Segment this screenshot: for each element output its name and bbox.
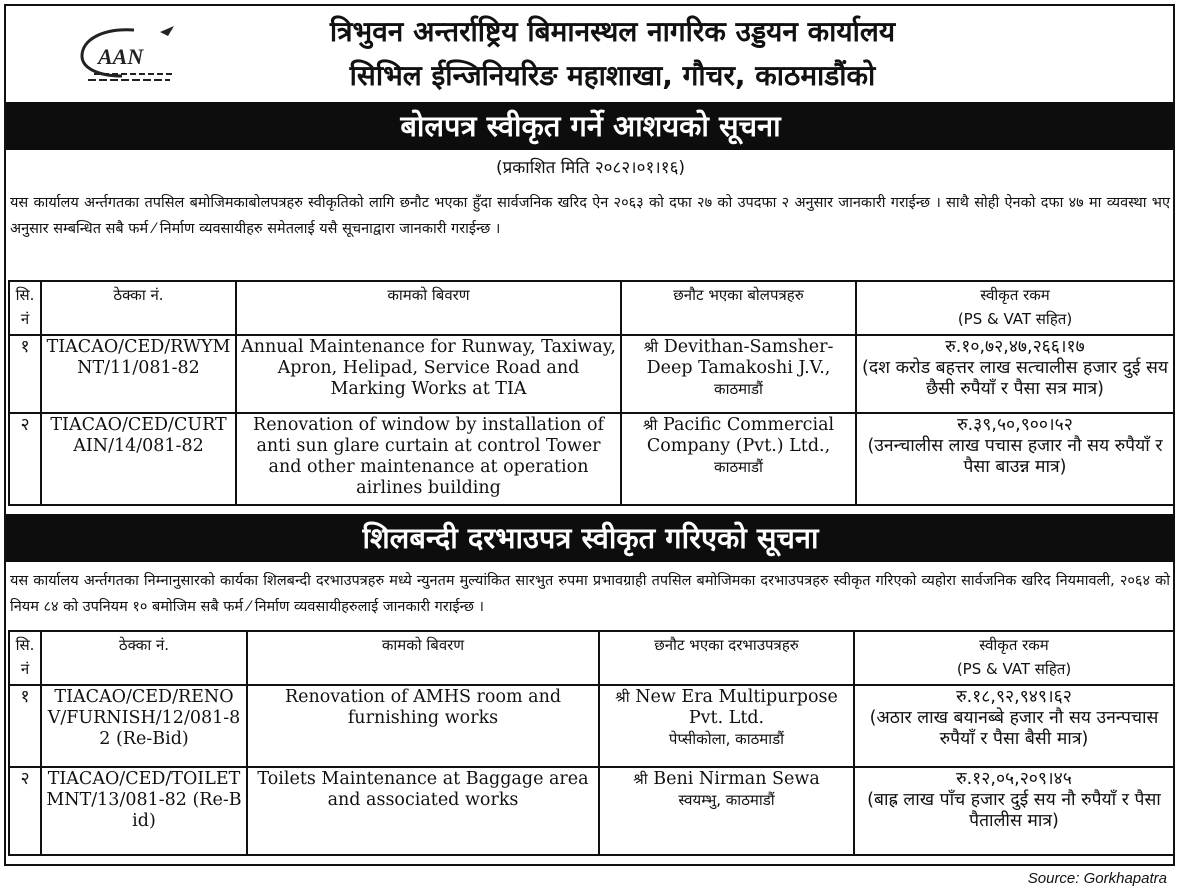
- bidder-cell: [599, 685, 854, 767]
- header-description: कामको बिवरण: [247, 631, 599, 685]
- published-date: (प्रकाशित मिति २०८२।०१।१६): [495, 158, 686, 178]
- amount-subheading: (PS & VAT सहित): [957, 310, 1073, 328]
- caan-logo-icon: [74, 22, 182, 86]
- row-sn: १: [9, 335, 41, 413]
- work-description: Renovation of AMHS room and furnishing works: [247, 685, 599, 767]
- header-bidder: छनौट भएका दरभाउपत्रहरु: [599, 631, 854, 685]
- bidder-prefix: श्री: [615, 688, 630, 706]
- bidder-prefix: श्री: [633, 770, 648, 788]
- bidder-city: पेप्सीकोला, काठमाडौं: [668, 730, 785, 748]
- approved-amount: रु.३९,५०,९००।५२: [957, 415, 1073, 435]
- bidder-name: Pacific Commercial Company (Pvt.) Ltd.,: [646, 415, 835, 456]
- notice1-table: [8, 280, 1175, 506]
- amount-in-words: (उनन्चालीस लाख पचास हजार नौ सय रुपैयाँ र पैसा बाउन्न मात्र): [867, 436, 1163, 477]
- header-amount: [856, 281, 1174, 335]
- work-description: Renovation of window by installation of anti sun glare curtain at control Tower and other maintenance at operation airlines building: [236, 413, 621, 505]
- bidder-cell: [621, 413, 856, 505]
- amount-heading: स्वीकृत रकम: [980, 286, 1050, 304]
- header-contract: ठेक्का नं.: [41, 281, 236, 335]
- table-row: [9, 335, 1174, 413]
- amount-in-words: (बाह्र लाख पाँच हजार दुई सय नौ रुपैयाँ र पैसा पैतालीस मात्र): [867, 790, 1161, 831]
- row-sn: २: [9, 413, 41, 505]
- work-description: Toilets Maintenance at Baggage area and associated works: [247, 767, 599, 855]
- work-description: Annual Maintenance for Runway, Taxiway, Apron, Helipad, Service Road and Marking Works at TIA: [236, 335, 621, 413]
- bidder-city: काठमाडौं: [714, 380, 763, 398]
- bidder-name: Beni Nirman Sewa: [653, 769, 820, 789]
- contract-number: TIACAO/CED/TOILETMNT/13/081-82 (Re-Bid): [41, 767, 247, 855]
- amount-cell: [854, 767, 1174, 855]
- header-sn: सि. नं: [9, 281, 41, 335]
- bidder-name: New Era Multipurpose Pvt. Ltd.: [635, 687, 838, 728]
- amount-in-words: (दश करोड बहत्तर लाख सत्चालीस हजार दुई सय छैसी रुपैयाँ र पैसा सत्र मात्र): [862, 358, 1168, 399]
- approved-amount: रु.१८,९२,९४९।६२: [956, 687, 1072, 707]
- contract-number: TIACAO/CED/RWYMNT/11/081-82: [41, 335, 236, 413]
- bidder-cell: [599, 767, 854, 855]
- table-row: [9, 767, 1174, 855]
- notice2-table: [8, 630, 1175, 856]
- table-header-row: [9, 631, 1174, 685]
- amount-cell: [854, 685, 1174, 767]
- bidder-city: काठमाडौं: [714, 458, 763, 476]
- bidder-prefix: श्री: [643, 338, 659, 356]
- amount-in-words: (अठार लाख बयानब्बे हजार नौ सय उनन्पचास रुपैयाँ र पैसा बैसी मात्र): [869, 708, 1159, 749]
- approved-amount: रु.१२,०५,२०९।४५: [956, 769, 1072, 789]
- table-row: [9, 685, 1174, 767]
- bidder-name: Devithan-Samsher-Deep Tamakoshi J.V.,: [646, 337, 834, 378]
- table-header-row: [9, 281, 1174, 335]
- notice2-body: यस कार्यालय अर्न्तगतका निम्नानुसारको कार्यका शिलबन्दी दरभाउपत्रहरु मध्ये न्युनतम मुल्यांकित सारभुत रुपमा प्रभावग्राही तपसिल बमोजिमका दरभाउपत्रहरु स्वीकृत गरिएको व्यहोरा सार्वजनिक खरिद नियमावली, २०६४ को नियम ८४ को उपनियम १० बमोजिम सबै फर्म ⁄ निर्माण व्यवसायीहरुलाई जानकारी गराईन्छ ।: [10, 573, 1170, 615]
- svg-text:AAN: AAN: [98, 44, 144, 69]
- amount-cell: [856, 335, 1174, 413]
- contract-number: TIACAO/CED/RENOV/FURNISH/12/081-82 (Re-Bid): [41, 685, 247, 767]
- header-description: कामको बिवरण: [236, 281, 621, 335]
- header-contract: ठेक्का नं.: [41, 631, 247, 685]
- header-bidder: छनौट भएका बोलपत्रहरु: [621, 281, 856, 335]
- amount-heading: स्वीकृत रकम: [979, 636, 1049, 654]
- row-sn: २: [9, 767, 41, 855]
- division-title: सिभिल ईन्जिनियरिङ महाशाखा, गौचर, काठमाडौंको: [349, 59, 876, 92]
- bidder-prefix: श्री: [642, 416, 658, 434]
- notice1-body: यस कार्यालय अर्न्तगतका तपसिल बमोजिमकाबोलपत्रहरु स्वीकृतिको लागि छनौट भएका हुँदा सार्वजनिक खरिद ऐन २०६३ को दफा २७ को उपदफा २ अनुसार जानकारी गराईन्छ । साथै सोही ऐनको दफा ४७ मा व्यवस्था भए अनुसार सम्बन्धित सबै फर्म ⁄ निर्माण व्यवसायीहरु समेतलाई यसै सूचनाद्वारा जानकारी गराईन्छ ।: [10, 195, 1170, 237]
- approved-amount: रु.१०,७२,४७,२६६।१७: [945, 337, 1085, 357]
- source-credit: Source: Gorkhapatra: [1027, 870, 1167, 887]
- amount-subheading: (PS & VAT सहित): [956, 660, 1072, 678]
- bidder-city: स्वयम्भु, काठमाडौं: [678, 791, 775, 809]
- office-title: त्रिभुवन अन्तर्राष्ट्रिय बिमानस्थल नागरिक उड्डयन कार्यालय: [329, 15, 896, 48]
- header-sn: सि. नं: [9, 631, 41, 685]
- table-row: [9, 413, 1174, 505]
- notice1-banner: बोलपत्र स्वीकृत गर्ने आशयको सूचना: [6, 102, 1175, 150]
- amount-cell: [856, 413, 1174, 505]
- bidder-cell: [621, 335, 856, 413]
- header-amount: [854, 631, 1174, 685]
- contract-number: TIACAO/CED/CURTAIN/14/081-82: [41, 413, 236, 505]
- row-sn: १: [9, 685, 41, 767]
- notice2-banner: शिलबन्दी दरभाउपत्र स्वीकृत गरिएको सूचना: [6, 514, 1175, 562]
